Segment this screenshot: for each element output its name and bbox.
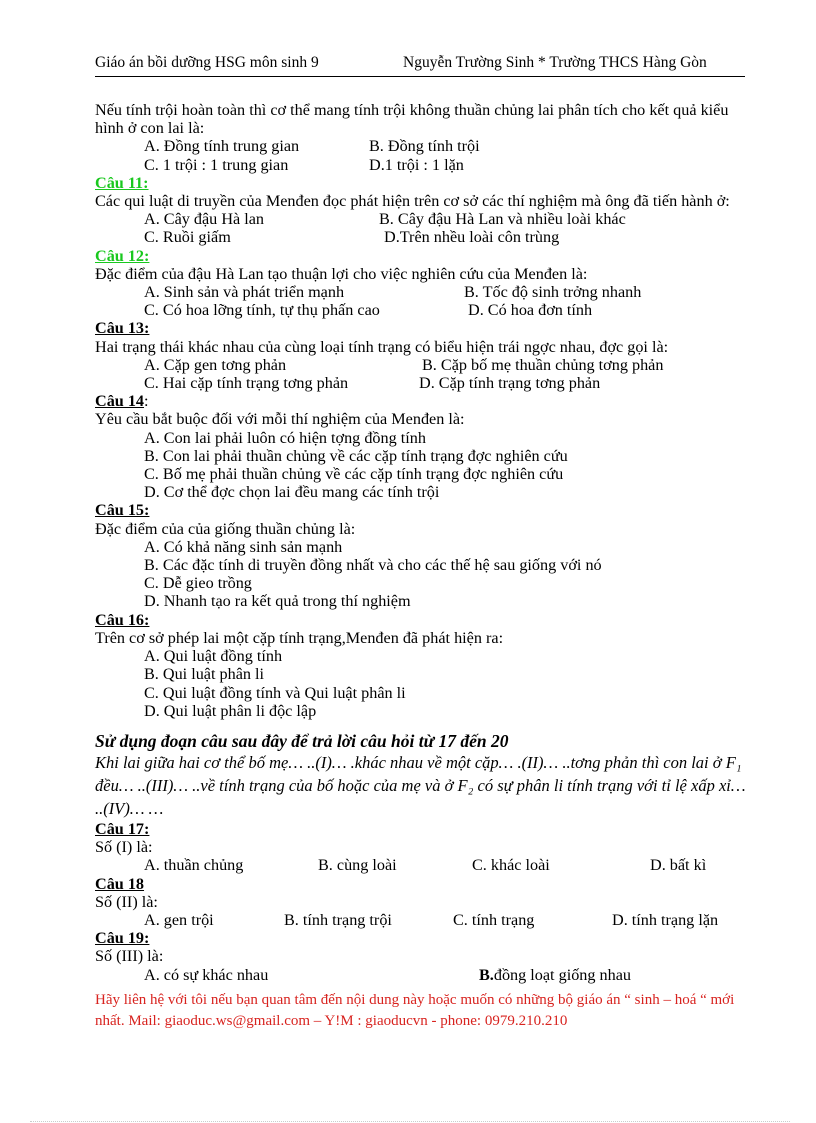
question-title: Câu 13: (95, 319, 150, 338)
answer-row (95, 228, 757, 246)
document-body (95, 101, 757, 1032)
answer-d: D. bất kì (650, 856, 707, 875)
question-title-suffix: : (144, 392, 149, 411)
answer-b: B. Tốc độ sinh trởng nhanh (464, 283, 642, 302)
question-title: Câu 16: (95, 610, 150, 629)
answer-b: B. cùng loài (318, 856, 397, 875)
page-bottom-divider (30, 1121, 790, 1122)
answer-a: A. Con lai phải luôn có hiện tợng đồng tính (144, 428, 426, 447)
question-text: Đặc điểm của đậu Hà Lan tạo thuận lợi cho việc nghiên cứu của Menđen là: (95, 264, 588, 283)
answer-c: C. 1 trội : 1 trung gian (144, 155, 289, 174)
answer-row (95, 911, 757, 929)
page-header (95, 54, 745, 77)
answer-a: A. Đồng tính trung gian (144, 137, 300, 156)
answer-c: C. khác loài (472, 856, 550, 875)
question-title: Câu 18 (95, 874, 145, 893)
answer-c: C. tính trạng (453, 910, 535, 929)
answer-row (95, 374, 757, 392)
answer-b: B. Các đặc tính di truyền đồng nhất và cho các thế hệ sau giống với nó (144, 556, 602, 575)
question-title-line (95, 392, 757, 410)
answer-row (95, 137, 757, 155)
answer-row (95, 356, 757, 374)
answer-d: D. Cơ thể đợc chọn lai đều mang các tính trội (144, 483, 440, 502)
section-title: Sử dụng đoạn câu sau đây để trả lời câu hỏi từ 17 đến 20 (95, 730, 509, 751)
answer-c: C. Có hoa lỡng tính, tự thụ phấn cao (144, 301, 380, 320)
answer-d: D.1 trội : 1 lặn (369, 155, 464, 174)
answer-c: C. Dễ gieo trồng (144, 574, 252, 593)
answer-d: D. Qui luật phân li độc lập (144, 701, 317, 720)
answer-b: B. Qui luật phân li (144, 665, 265, 684)
answer-row (95, 301, 757, 319)
answer-b-letter: B. (479, 965, 494, 984)
answer-b-wrap (479, 966, 631, 984)
header-left-text: Giáo án bồi dưỡng HSG môn sinh 9 (95, 54, 319, 71)
answer-d: D. Có hoa đơn tính (468, 301, 593, 320)
answer-a: A. Có khả năng sinh sản mạnh (144, 537, 343, 556)
answer-c: C. Ruồi giấm (144, 228, 231, 247)
answer-a: A. Cây đậu Hà lan (144, 210, 265, 229)
answer-b: đồng loạt giống nhau (493, 965, 631, 984)
section-passage: Khi lai giữa hai cơ thể bố mẹ… ..(I)… .khác nhau về một cặp… .(II)… ..tơng phản thì con lai ở F₁ đều… ..(III)… ..về tính trạng của bố hoặc của mẹ và ở F₂ có sự phân li tính trạng với tỉ lệ xấp xỉ… ..(IV)… … (95, 752, 746, 818)
question-text: Trên cơ sở phép lai một cặp tính trạng,Menđen đã phát hiện ra: (95, 628, 504, 647)
answer-row (95, 210, 757, 228)
question-text: Nếu tính trội hoàn toàn thì cơ thể mang tính trội không thuần chủng lai phân tích cho kết quả kiểu hình ở con lai là: (95, 101, 729, 138)
answer-row (95, 966, 757, 984)
question-text: Số (III) là: (95, 947, 164, 966)
answer-b: B. Con lai phải thuần chủng về các cặp tính trạng đợc nghiên cứu (144, 446, 568, 465)
answer-b: B. Đồng tính trội (369, 137, 480, 156)
question-text: Hai trạng thái khác nhau của cùng loại tính trạng có biểu hiện trái ngợc nhau, đợc gọi là: (95, 337, 669, 356)
question-title: Câu 15: (95, 501, 150, 520)
answer-d: D. tính trạng lặn (612, 910, 719, 929)
answer-d: D.Trên nhều loài côn trùng (384, 228, 560, 247)
question-text: Đặc điểm của của giống thuần chủng là: (95, 519, 356, 538)
question-text: Số (II) là: (95, 892, 158, 911)
answer-a: A. thuần chủng (144, 856, 244, 875)
question-title: Câu 11: (95, 173, 149, 192)
answer-a: A. có sự khác nhau (144, 965, 269, 984)
answer-a: A. Cặp gen tơng phản (144, 355, 287, 374)
question-title: Câu 19: (95, 929, 150, 948)
answer-c: C. Bố mẹ phải thuần chủng về các cặp tính trạng đợc nghiên cứu (144, 465, 564, 484)
question-title: Câu 12: (95, 246, 150, 265)
answer-a: A. gen trội (144, 910, 214, 929)
answer-d: D. Nhanh tạo ra kết quả trong thí nghiệm (144, 592, 411, 611)
answer-c: C. Qui luật đồng tính và Qui luật phân li (144, 683, 406, 702)
answer-b: B. Cây đậu Hà Lan và nhiều loài khác (379, 210, 626, 229)
header-right-text: Nguyễn Trường Sinh * Trường THCS Hàng Gòn (403, 54, 707, 71)
answer-row (95, 856, 757, 874)
answer-a: A. Sinh sản và phát triển mạnh (144, 283, 345, 302)
answer-a: A. Qui luật đồng tính (144, 647, 283, 666)
question-title: Câu 17: (95, 819, 150, 838)
contact-footer: Hãy liên hệ với tôi nếu bạn quan tâm đến nội dung này hoặc muốn có những bộ giáo án “ sinh – hoá “ mới nhất. Mail: giaoduc.ws@gmail.com – Y!M : giaoducvn - phone: 0979.210.210 (95, 991, 735, 1029)
answer-row (95, 283, 757, 301)
answer-b: B. tính trạng trội (284, 910, 392, 929)
question-text: Các qui luật di truyền của Menđen đọc phát hiện trên cơ sở các thí nghiệm mà ông đã tiến hành ở: (95, 192, 730, 211)
question-text: Yêu cầu bắt buộc đối với mỗi thí nghiệm của Menđen là: (95, 410, 465, 429)
answer-c: C. Hai cặp tính trạng tơng phản (144, 374, 349, 393)
question-text: Số (I) là: (95, 838, 153, 857)
question-title: Câu 14 (95, 392, 145, 411)
answer-b: B. Cặp bố mẹ thuần chủng tơng phản (422, 355, 664, 374)
answer-d: D. Cặp tính trạng tơng phản (419, 374, 601, 393)
answer-row (95, 156, 757, 174)
